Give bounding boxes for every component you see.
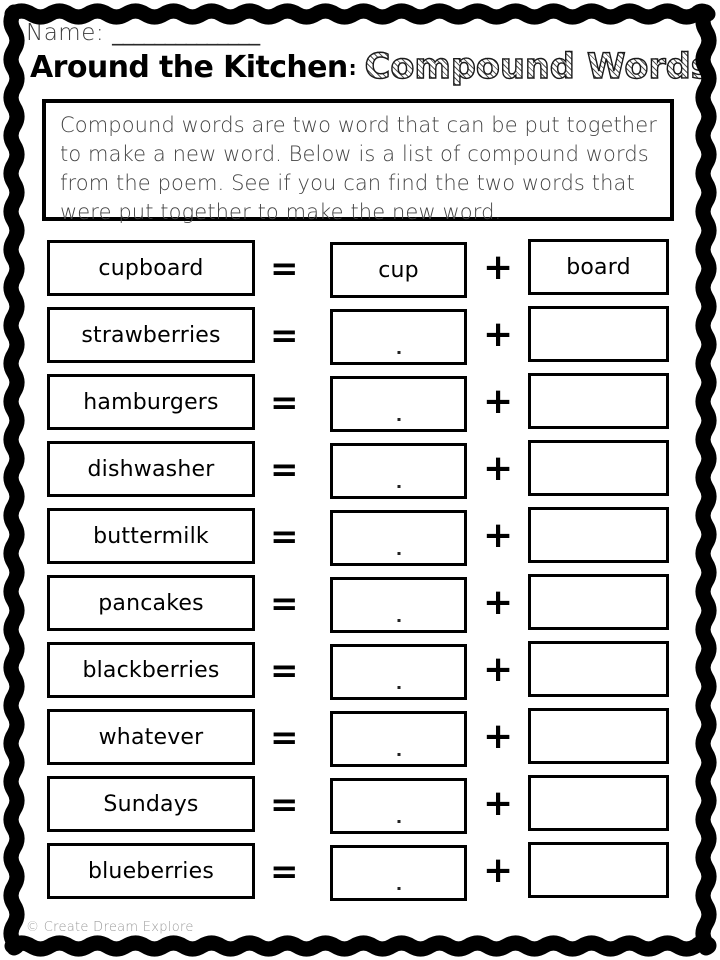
answer-box-second-word[interactable] xyxy=(528,373,669,429)
print-artifact-dot xyxy=(397,753,400,756)
plus-sign: + xyxy=(483,716,514,757)
answer-box-second-word[interactable] xyxy=(528,775,669,831)
answer-box-second-word[interactable] xyxy=(528,708,669,764)
answer-box-first-word[interactable] xyxy=(330,510,467,566)
print-artifact-dot xyxy=(397,820,400,823)
equals-sign: = xyxy=(270,718,299,758)
exercise-row xyxy=(0,303,720,370)
plus-sign: + xyxy=(483,649,514,690)
plus-sign: + xyxy=(483,515,514,556)
answer-box-first-word[interactable]: cup xyxy=(330,242,467,298)
compound-word-box: buttermilk xyxy=(47,508,255,564)
equals-sign: = xyxy=(270,785,299,825)
instructions-text: Compound words are two word that can be put together to make a new word. Below is a list of compound words from the poem. See if you can find the two words that were put together to make the new word. xyxy=(60,113,657,224)
equals-sign: = xyxy=(270,852,299,892)
plus-sign: + xyxy=(483,381,514,422)
compound-word-box: blackberries xyxy=(47,642,255,698)
exercise-row xyxy=(0,504,720,571)
print-artifact-dot xyxy=(397,887,400,890)
equals-sign: = xyxy=(270,450,299,490)
equals-sign: = xyxy=(270,316,299,356)
plus-sign: + xyxy=(483,850,514,891)
compound-word-box: blueberries xyxy=(47,843,255,899)
answer-box-second-word[interactable] xyxy=(528,440,669,496)
print-artifact-dot xyxy=(397,485,400,488)
page-title-colon: : xyxy=(348,55,357,80)
exercise-row xyxy=(0,705,720,772)
answer-box-first-word[interactable] xyxy=(330,309,467,365)
exercise-list xyxy=(0,236,720,906)
compound-word-box: hamburgers xyxy=(47,374,255,430)
page-title-main: Around the Kitchen xyxy=(30,50,348,85)
compound-word-box: dishwasher xyxy=(47,441,255,497)
print-artifact-dot xyxy=(397,686,400,689)
answer-box-second-word[interactable] xyxy=(528,574,669,630)
answer-box-first-word[interactable] xyxy=(330,577,467,633)
exercise-row xyxy=(0,638,720,705)
exercise-row xyxy=(0,236,720,303)
plus-sign: + xyxy=(483,582,514,623)
answer-box-second-word[interactable]: board xyxy=(528,239,669,295)
copyright-footer: © Create Dream Explore xyxy=(26,920,194,935)
equals-sign: = xyxy=(270,584,299,624)
print-artifact-dot xyxy=(397,619,400,622)
equals-sign: = xyxy=(270,517,299,557)
answer-box-second-word[interactable] xyxy=(528,507,669,563)
name-field-row xyxy=(26,20,259,46)
answer-box-second-word[interactable] xyxy=(528,842,669,898)
answer-box-first-word[interactable] xyxy=(330,644,467,700)
page-title xyxy=(30,47,712,87)
exercise-row xyxy=(0,437,720,504)
answer-box-first-word[interactable] xyxy=(330,376,467,432)
exercise-row xyxy=(0,839,720,906)
exercise-row xyxy=(0,571,720,638)
name-write-in-blank[interactable]: ______________ xyxy=(112,20,260,46)
compound-word-box: cupboard xyxy=(47,240,255,296)
answer-box-first-word[interactable] xyxy=(330,443,467,499)
answer-box-first-word[interactable] xyxy=(330,711,467,767)
equals-sign: = xyxy=(270,383,299,423)
answer-box-second-word[interactable] xyxy=(528,306,669,362)
answer-box-second-word[interactable] xyxy=(528,641,669,697)
plus-sign: + xyxy=(483,247,514,288)
compound-word-box: whatever xyxy=(47,709,255,765)
print-artifact-dot xyxy=(397,418,400,421)
name-label: Name: xyxy=(26,20,105,46)
plus-sign: + xyxy=(483,448,514,489)
compound-word-box: Sundays xyxy=(47,776,255,832)
plus-sign: + xyxy=(483,783,514,824)
equals-sign: = xyxy=(270,651,299,691)
answer-box-first-word[interactable] xyxy=(330,845,467,901)
compound-word-box: pancakes xyxy=(47,575,255,631)
print-artifact-dot xyxy=(397,552,400,555)
page-title-topic: Compound Words xyxy=(364,47,712,87)
print-artifact-dot xyxy=(397,351,400,354)
equals-sign: = xyxy=(270,249,299,289)
exercise-row xyxy=(0,370,720,437)
instructions-box xyxy=(42,99,674,224)
answer-box-first-word[interactable] xyxy=(330,778,467,834)
exercise-row xyxy=(0,772,720,839)
compound-word-box: strawberries xyxy=(47,307,255,363)
plus-sign: + xyxy=(483,314,514,355)
